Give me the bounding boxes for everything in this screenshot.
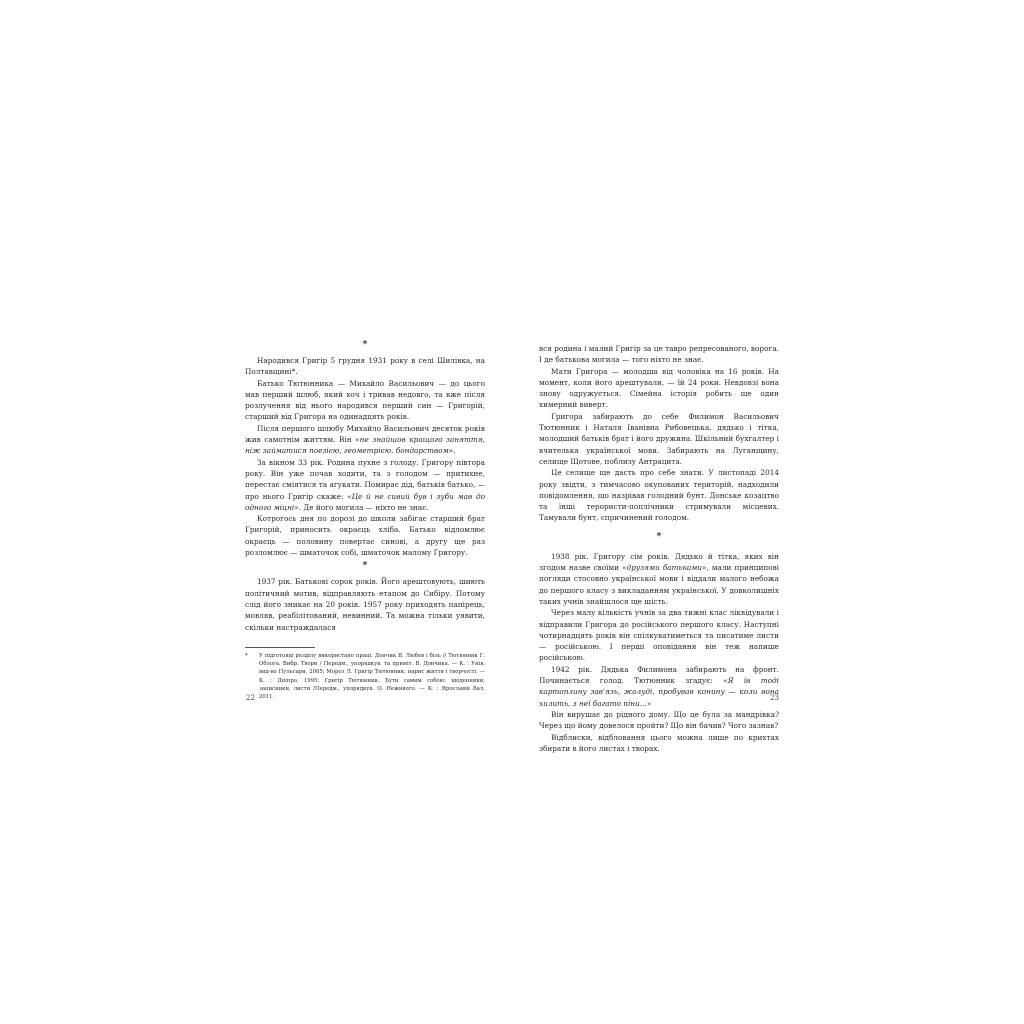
footnote <box>245 652 485 702</box>
footnote-divider <box>245 647 315 648</box>
quote-italic: друзями батьками <box>626 563 702 573</box>
paragraph: Він вирушає до рідного дому. Що це була за мандрівка? Через що йому довелося пройти? Що він бачив? Чого зазнав? <box>539 709 779 731</box>
paragraph: Мати Григора — молодша від чоловіка на 16 років. На момент, коли його арештували, — їй 24 роки. Невдовзі вона знову одружується. Сімейна історія робить ще один химерний виверт. <box>539 366 779 410</box>
paragraph: Це селище ще дасть про себе знати. У листопаді 2014 року звідти, з тимчасово окупованих територій, надходили повідомлення, що назрівав голодний бунт. Донське козацтво та інші терористи-поплічники стримували місцевих. Тамували бунт, спричинений голодом. <box>539 468 779 523</box>
section-separator: * <box>362 561 368 572</box>
paragraph: вся родина і малий Григір за це тавро репресованого, ворога. І де батькова могила — того ніхто не знає. <box>539 344 779 365</box>
page-number-right: 23 <box>770 694 779 702</box>
footnote-mark: * <box>245 652 248 659</box>
paragraph: 1942 рік. Дядька Филимона забирають на фронт. Починається голод. Тютюнник згадує: «Я їв тоді картоплину зав'язь, жолуді, пробував конину — коли вона хилить, з неї багато піни...» <box>539 664 779 708</box>
quote-italic: не знайшов кращого заняття, ніж займатися поезією, геометрією, бондарством <box>245 435 485 456</box>
paragraph: Відблиски, відбловання цього можна лише по крихтах збирати в його листах і творах. <box>539 732 779 753</box>
paragraph: Через малу кількість учнів за два тижні клас ліквідували і відправили Григора до російського першого класу. Наступні чотирнадцять років він спілкуватиметься та писатиме листи — російською. І перші оповідання він теж напише російською. <box>539 608 779 663</box>
left-page <box>245 340 485 702</box>
right-page <box>539 343 779 754</box>
quote-italic: Це й не сивий був і зуби мав до одного міцні <box>245 491 486 512</box>
section-separator: * <box>362 340 368 350</box>
paragraph: Котрогось дня по дорозі до школи забігає старший брат Григорій, приносить окраєць хліба. Батько відломлює окраєць — половину повертає синові, а другу ще раз розломлює — шматочок собі, шматочок малому Григору. <box>245 514 485 558</box>
paragraph: 1937 рік. Батькові сорок років. Його арештовують, шиють політичний мотив, відправляють етапом до Сибіру. Потому слід його зникає на 20 років. 1957 року приходять папірець, мовляв, реабілітований, невинний. Та можна тільки уявити, скільки настраждалася <box>245 577 485 632</box>
section-separator: * <box>656 531 662 542</box>
page-number-left: 22 <box>246 694 255 702</box>
paragraph: За вікном 33 рік. Родина пухне з голоду. Григору півтора року. Він уже почав ходити, та з голодом — притихне, перестає сміятися та агукати. Помирає дід, батьків батько, — про нього Григір скаже: «Це й не сивий був і зуби мав до одного міцні». Де його могила — ніхто не знає. <box>245 457 486 512</box>
paragraph: Батько Тютюнника — Михайло Васильович — до цього мав перший шлюб, який хоч і тривав недовго, та вже після розлучення від нього народився перший син — Григорій, старший від Григора на одинадцять років. <box>245 378 485 422</box>
paragraph: Народився Григір 5 грудня 1931 року в селі Шилівка, на Полтавщині*. <box>245 356 485 377</box>
footnote-text: У підготовці розділу використано праці: Дончик В. Любов і біль // Тютюнник Г. Облога. Вибр. Твори / Передм., упорядкув. та приміт. В. Дончика. — К. : Унів. вид-во Пульсари, 2005; Мороз Л. Григір Тютюнник: нарис життя і творчості. — К. : Дніпро, 1995; Григір Тютюнник. Бути самим собою: щоденники, записники, листи /Передм., упорядкув. О. Неживого. — К. : Ярославів Вал, 2011. <box>259 652 485 701</box>
paragraph: Після першого шлюбу Михайло Васильович десяток років жив самотнім життям. Він «не знайшов кращого заняття, ніж займатися поезією, геометрією, бондарством». <box>245 423 485 456</box>
quote-italic: Я їв тоді картоплину зав'язь, жолуді, пробував конину — коли вона хилить, з неї багато піни... <box>539 676 779 708</box>
paragraph: 1938 рік. Григору сім років. Дядько й тітка, яких він згодом назве своїми «друзями батьками», мали принципові погляди стосовно української мови і віддали малого небожа до першого класу з викладанням української. У довколишніх таких учнів знайшлося ще шість. <box>539 551 780 606</box>
paragraph: Григора забирають до себе Филимон Васильович Тютюнник і Наталя Іванівна Рибовецька, дядько і тітка, молодший батьків брат і його дружина. Шкільний бухгалтер і вчителька української мови. Забирають на Луганщину, селище Щотове, поблизу Антрацита. <box>539 411 779 466</box>
